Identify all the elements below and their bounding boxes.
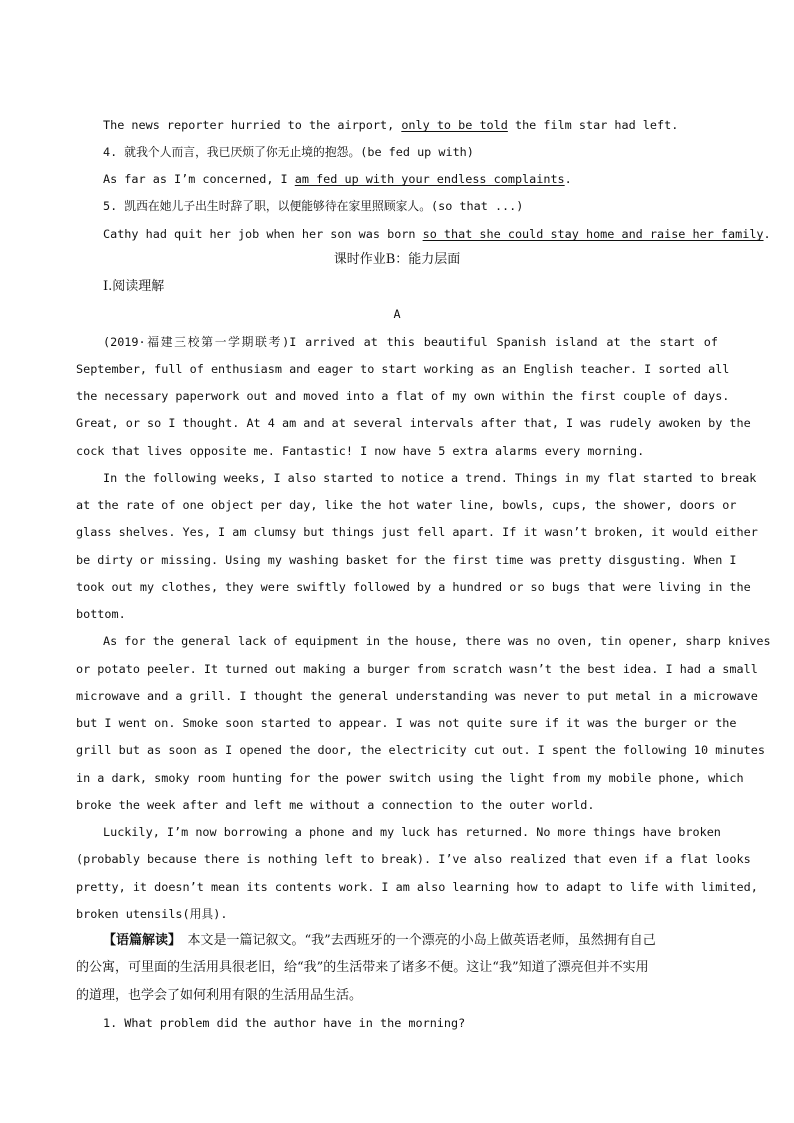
passage-line: broken utensils(用具). <box>76 907 228 921</box>
sentence-answer-3 <box>103 116 678 134</box>
passage-line: cock that lives opposite me. Fantastic! I now have 5 extra alarms every morning. <box>76 444 645 458</box>
passage-line: Luckily, I’m now borrowing a phone and my luck has returned. No more things have broken <box>103 825 721 839</box>
passage-line: (2019·福建三校第一学期联考)I arrived at this beautiful Spanish island at the start of <box>103 335 718 349</box>
passage-line: microwave and a grill. I thought the general understanding was never to put metal in a microwave <box>76 689 758 703</box>
sentence-text: . <box>763 227 771 241</box>
analysis-first-line <box>103 932 656 950</box>
passage-line: As for the general lack of equipment in the house, there was no oven, tin opener, sharp knives <box>103 634 771 648</box>
section-title: 课时作业B：能力层面 <box>333 252 461 267</box>
passage-line: broke the week after and left me without a connection to the outer world. <box>76 798 595 812</box>
passage-line: September, full of enthusiasm and eager to start working as an English teacher. I sorted all <box>76 362 730 376</box>
passage-line: the necessary paperwork out and moved into a flat of my own within the first couple of days. <box>76 389 730 403</box>
passage-line: In the following weeks, I also started to notice a trend. Things in my flat started to break <box>103 471 757 485</box>
sentence-text: . <box>564 172 572 186</box>
analysis-text: 的道理，也学会了如何利用有限的生活用品生活。 <box>76 988 363 1003</box>
passage-label: A <box>393 307 401 321</box>
sentence-text: As far as I’m concerned, I <box>103 172 295 186</box>
passage-line: pretty, it doesn’t mean its contents work. I am also learning how to adapt to life with limited, <box>76 880 758 894</box>
sentence-text: The news reporter hurried to the airport, <box>103 118 402 132</box>
sentence-text: Cathy had quit her job when her son was born <box>103 227 423 241</box>
exercise-item-4: 4. 就我个人而言，我已厌烦了你无止境的抱怨。(be fed up with) <box>103 145 474 159</box>
sentence-answer-4 <box>103 170 572 188</box>
answer-underline: only to be told <box>401 118 508 132</box>
passage-line: be dirty or missing. Using my washing basket for the first time was pretty disgusting. When I <box>76 553 737 567</box>
passage-line: but I went on. Smoke soon started to appear. I was not quite sure if it was the burger or the <box>76 716 737 730</box>
passage-line: or potato peeler. It turned out making a burger from scratch wasn’t the best idea. I had a small <box>76 662 758 676</box>
sentence-text: the film star had left. <box>507 118 679 132</box>
answer-underline: so that she could stay home and raise her family <box>422 227 764 241</box>
passage-line: grill but as soon as I opened the door, the electricity cut out. I spent the following 10 minutes <box>76 743 765 757</box>
exercise-item-5: 5. 凯西在她儿子出生时辞了职，以便能够待在家里照顾家人。(so that ...) <box>103 199 524 213</box>
passage-line: bottom. <box>76 607 126 621</box>
passage-line: in a dark, smoky room hunting for the power switch using the light from my mobile phone, which <box>76 771 744 785</box>
passage-line: took out my clothes, they were swiftly followed by a hundred or so bugs that were living in the <box>76 580 751 594</box>
sentence-answer-5 <box>103 225 771 243</box>
analysis-text: 本文是一篇记叙文。“我”去西班牙的一个漂亮的小岛上做英语老师，虽然拥有自己 <box>174 933 656 948</box>
question-1: 1. What problem did the author have in the morning? <box>103 1016 466 1030</box>
section-subtitle: Ⅰ.阅读理解 <box>103 279 165 294</box>
passage-line: Great, or so I thought. At 4 am and at several intervals after that, I was rudely awoken by the <box>76 416 751 430</box>
passage-line: at the rate of one object per day, like the hot water line, bowls, cups, the shower, doors or <box>76 498 737 512</box>
answer-underline: am fed up with your endless complaints <box>294 172 565 186</box>
analysis-label: 【语篇解读】 <box>103 933 175 948</box>
passage-line: glass shelves. Yes, I am clumsy but things just fell apart. If it wasn’t broken, it would either <box>76 525 758 539</box>
analysis-text: 的公寓，可里面的生活用具很老旧，给“我”的生活带来了诸多不便。这让“我”知道了漂亮但并不实用 <box>76 960 649 975</box>
passage-line: (probably because there is nothing left to break). I’ve also realized that even if a flat looks <box>76 852 751 866</box>
